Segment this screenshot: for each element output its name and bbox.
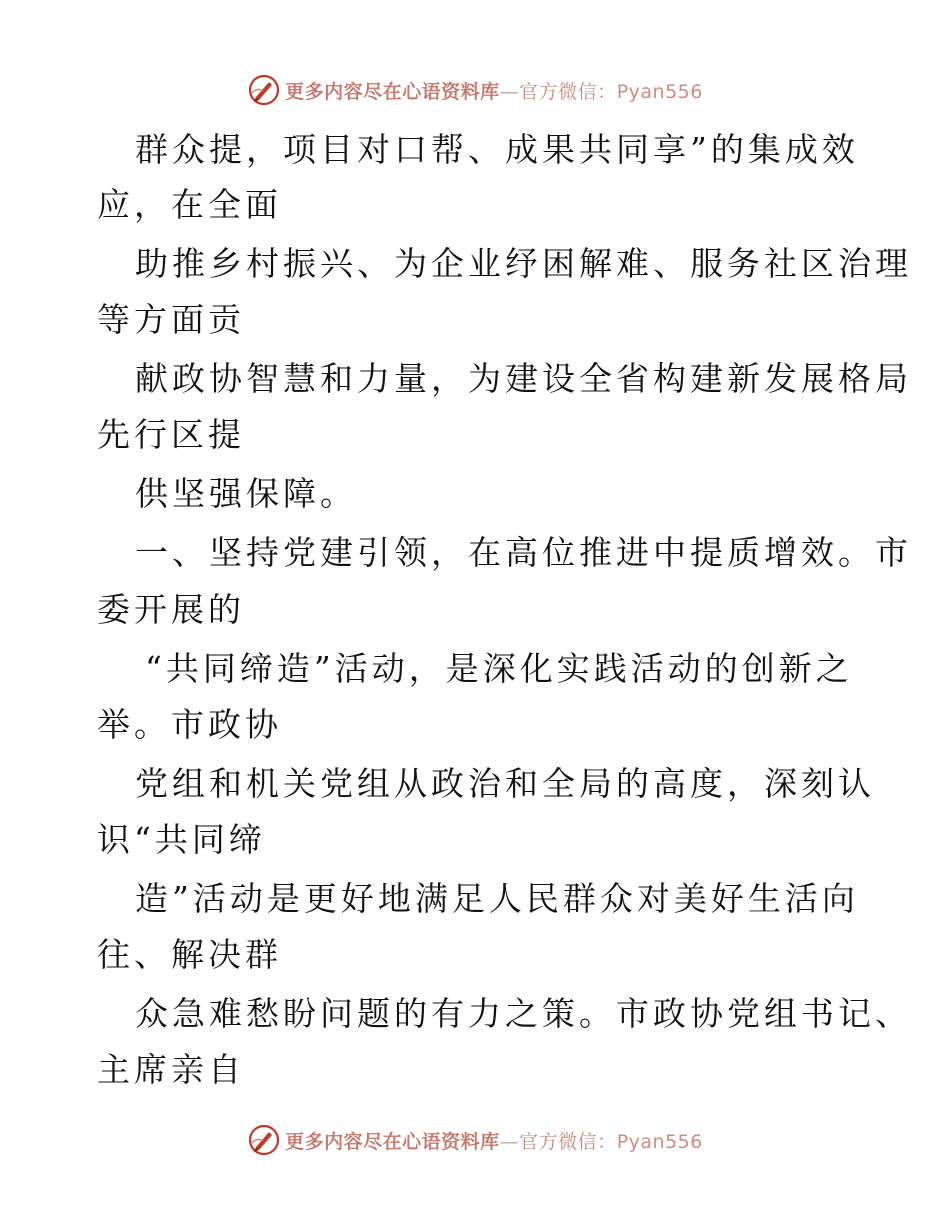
text-line: 等方面贡 xyxy=(97,300,245,339)
text-line: 供坚强保障。 xyxy=(135,474,357,513)
watermark-contact-id: Pyan556 xyxy=(616,1130,703,1153)
text-line: 委开展的 xyxy=(97,590,245,629)
text-line: 先行区提 xyxy=(97,415,245,454)
text-line: 主席亲自 xyxy=(97,1050,245,1089)
text-line: 党组和机关党组从政治和全局的高度，深刻认 xyxy=(135,764,875,803)
watermark-separator: — xyxy=(499,80,520,103)
text-line: 往、解决群 xyxy=(97,935,282,974)
text-line: “共同缔造”活动，是深化实践活动的创新之 xyxy=(145,649,853,688)
text-line: 献政协智慧和力量，为建设全省构建新发展格局 xyxy=(135,359,912,398)
watermark-contact-id: Pyan556 xyxy=(616,80,703,103)
watermark-main-text: 更多内容尽在心语资料库 xyxy=(285,1130,500,1153)
text-line: 应，在全面 xyxy=(97,185,282,224)
pen-logo-icon xyxy=(247,1123,281,1157)
watermark-main-text: 更多内容尽在心语资料库 xyxy=(285,80,500,103)
watermark-contact-label: 官方微信： xyxy=(519,80,617,103)
header-watermark xyxy=(0,70,950,110)
watermark-contact-label: 官方微信： xyxy=(519,1130,617,1153)
pen-logo-icon xyxy=(247,73,281,107)
text-line: 一、坚持党建引领，在高位推进中提质增效。市 xyxy=(135,533,912,572)
text-line: 众急难愁盼问题的有力之策。市政协党组书记、 xyxy=(135,994,912,1033)
watermark-text xyxy=(285,77,703,104)
text-line: 举。市政协 xyxy=(97,705,282,744)
text-line: 助推乡村振兴、为企业纾困解难、服务社区治理 xyxy=(135,244,912,283)
text-line: 识“共同缔 xyxy=(97,820,266,859)
text-line: 群众提，项目对口帮、成果共同享”的集成效 xyxy=(135,130,859,169)
text-line: 造”活动是更好地满足人民群众对美好生活向 xyxy=(135,879,859,918)
watermark-separator: — xyxy=(499,1130,520,1153)
footer-watermark xyxy=(0,1120,950,1160)
watermark-text xyxy=(285,1127,703,1154)
